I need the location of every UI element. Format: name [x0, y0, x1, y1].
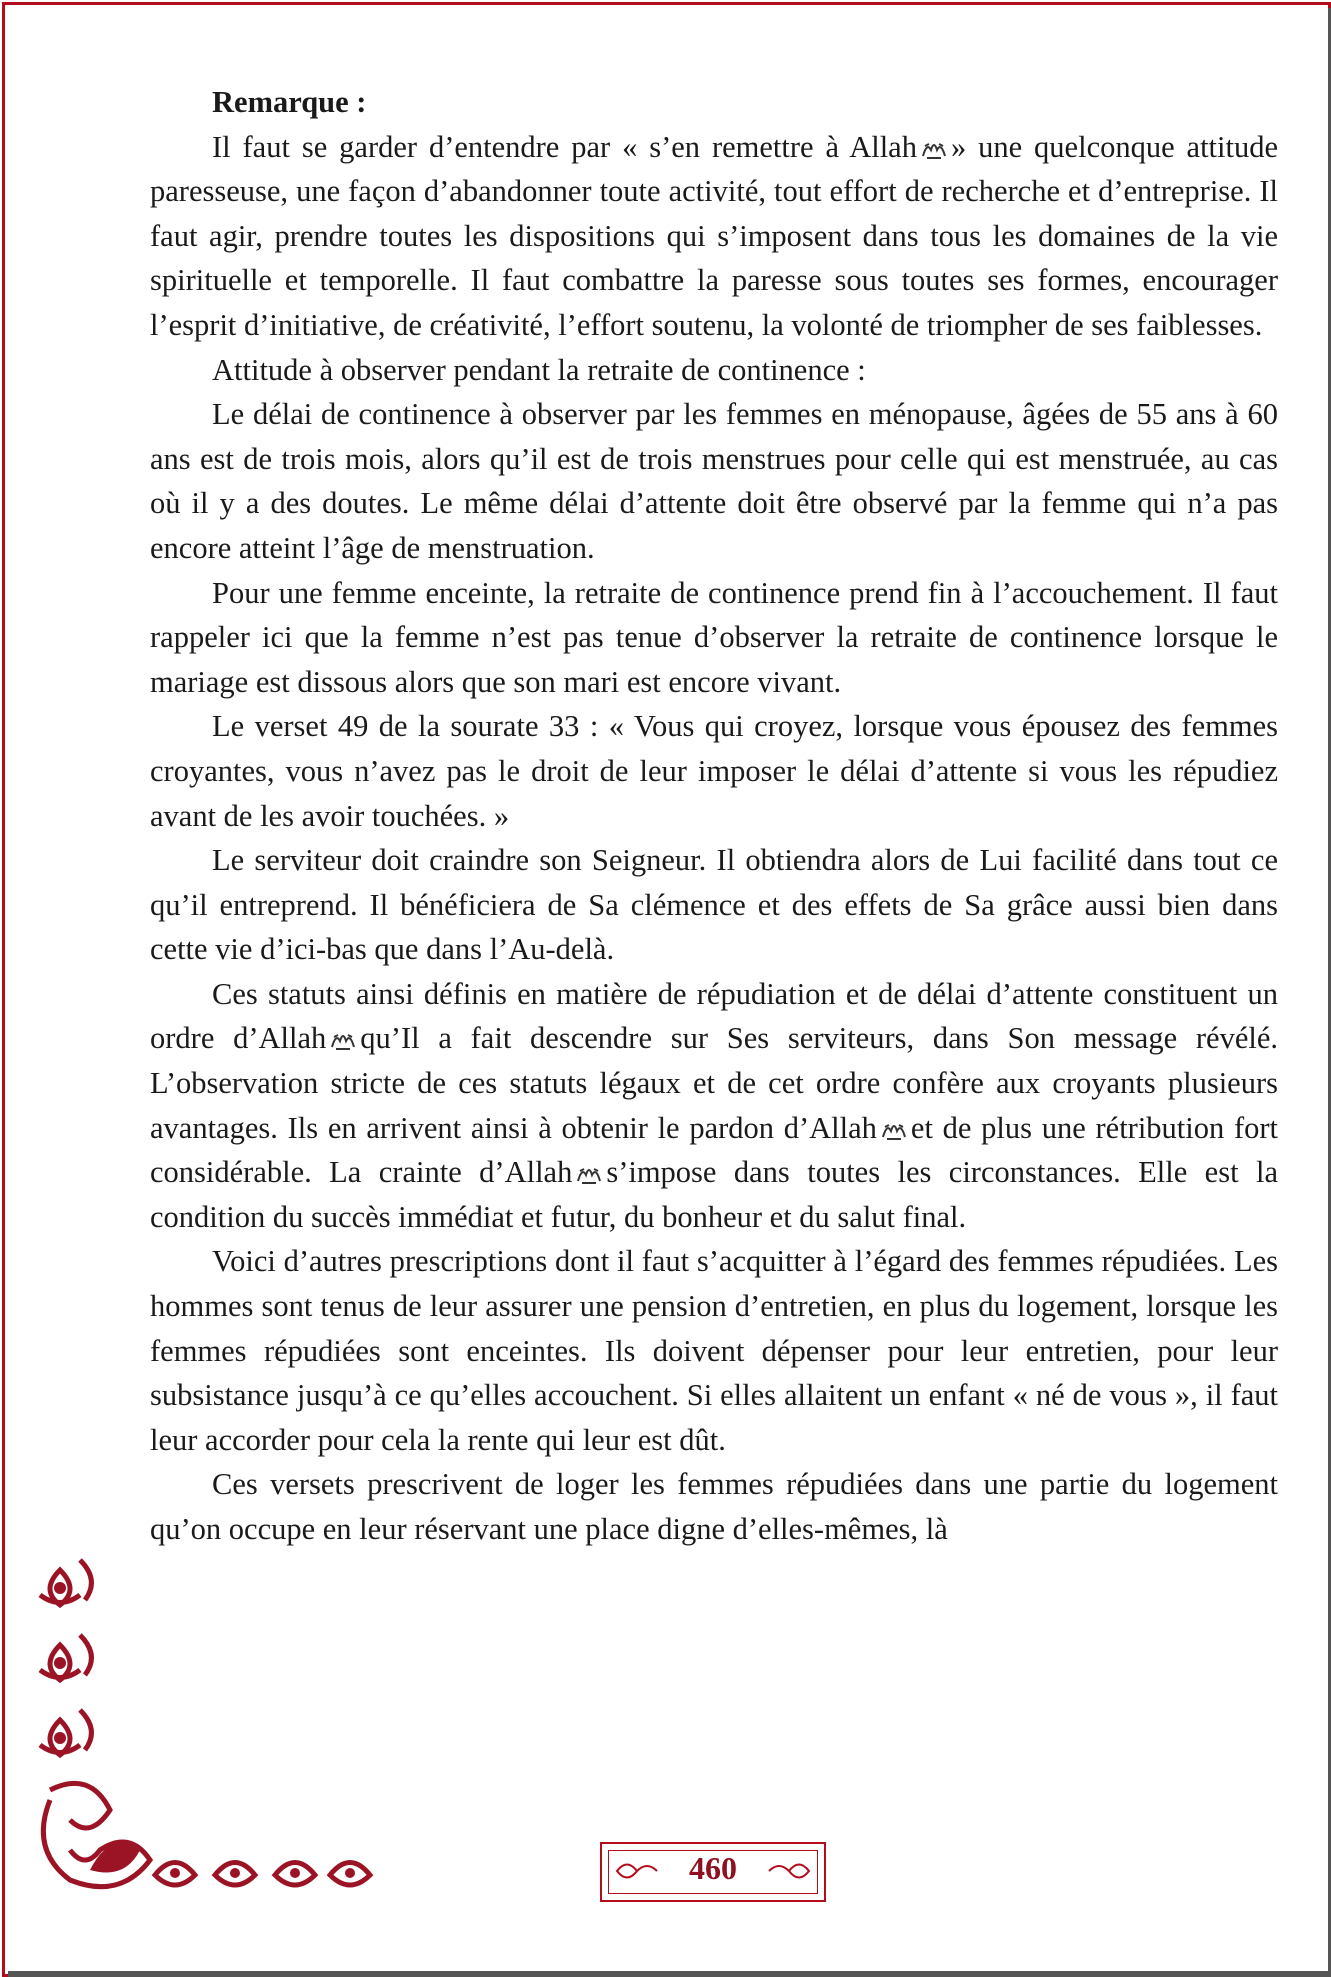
paragraph-1: Il faut se garder d’entendre par « s’en remettre à Allah » une quelconque attitude paresseuse, une façon d’abandonner toute activité, tout effort de recherche et d’entreprise. Il faut agir, prendre toutes les dispositions qui s’imposent dans tous les domaines de la vie spirituelle et temporelle. Il faut combattre la paresse sous toutes ses formes, encourager l’esprit d’initiative, de créativité, l’effort soutenu, la volonté de triompher de ses faiblesses. — [150, 129, 1279, 342]
floral-ornament — [30, 1550, 390, 1920]
paragraph-3: Le délai de continence à observer par les femmes en ménopause, âgées de 55 ans à 60 ans est de trois mois, alors qu’il est de trois menstrues pour celle qui est menstruée, au cas où il y a des doutes. Le même délai d’attente doit être observé par la femme qui n’a pas encore atteint l’âge de menstruation. — [150, 397, 1278, 565]
page-number-box — [600, 1842, 826, 1902]
honorific-glyph-icon — [921, 138, 947, 160]
body-text — [150, 80, 1278, 1552]
honorific-glyph-icon — [330, 1029, 356, 1051]
paragraph-7: Ces statuts ainsi définis en matière de répudiation et de délai d’attente constituent un ordre d’Allah qu’Il a fait descendre sur Ses serviteurs, dans Son message révélé. L’observation stricte de ces statuts légaux et de cet ordre confère aux croyants plusieurs avantages. Ils en arrivent ainsi à obtenir le pardon d’Allah et de plus une rétribution fort considérable. La crainte d’Allah s’impose dans toutes les circonstances. Elle est la condition du succès immédiat et futur, du bonheur et du salut final. — [150, 976, 1279, 1234]
section-heading: Remarque : — [212, 85, 367, 119]
paragraph-8: Voici d’autres prescriptions dont il faut s’acquitter à l’égard des femmes répudiées. Les hommes sont tenus de leur assurer une pension d’entretien, en plus du logement, lorsque les femmes répudiées sont enceintes. Ils doivent dépenser pour leur entretien, pour leur subsistance jusqu’à ce qu’elles accouchent. Si elles allaitent un enfant « né de vous », il faut leur accorder pour cela la rente qui leur est dût. — [150, 1244, 1278, 1457]
page-number: 460 — [689, 1850, 737, 1886]
honorific-glyph-icon — [576, 1163, 602, 1185]
paragraph-6: Le serviteur doit craindre son Seigneur. Il obtiendra alors de Lui facilité dans tout ce qu’il entreprend. Il bénéficiera de Sa clémence et des effets de Sa grâce aussi bien dans cette vie d’ici-bas que dans l’Au-delà. — [150, 843, 1278, 967]
paragraph-9: Ces versets prescrivent de loger les femmes répudiées dans une partie du logement qu’on occupe en leur réservant une place digne d’elles-mêmes, là — [150, 1467, 1278, 1546]
honorific-glyph-icon — [881, 1119, 907, 1141]
paragraph-2: Attitude à observer pendant la retraite de continence : — [212, 352, 866, 387]
page-border-shadow — [8, 1971, 1331, 1977]
paragraph-4: Pour une femme enceinte, la retraite de continence prend fin à l’accouchement. Il faut rappeler ici que la femme n’est pas tenue d’observer la retraite de continence lorsque le mariage est dissous alors que son mari est encore vivant. — [150, 575, 1278, 699]
paragraph-5: Le verset 49 de la sourate 33 : « Vous qui croyez, lorsque vous épousez des femmes croyantes, vous n’avez pas le droit de leur imposer le délai d’attente si vous les répudiez avant de les avoir touchées. » — [150, 709, 1278, 833]
